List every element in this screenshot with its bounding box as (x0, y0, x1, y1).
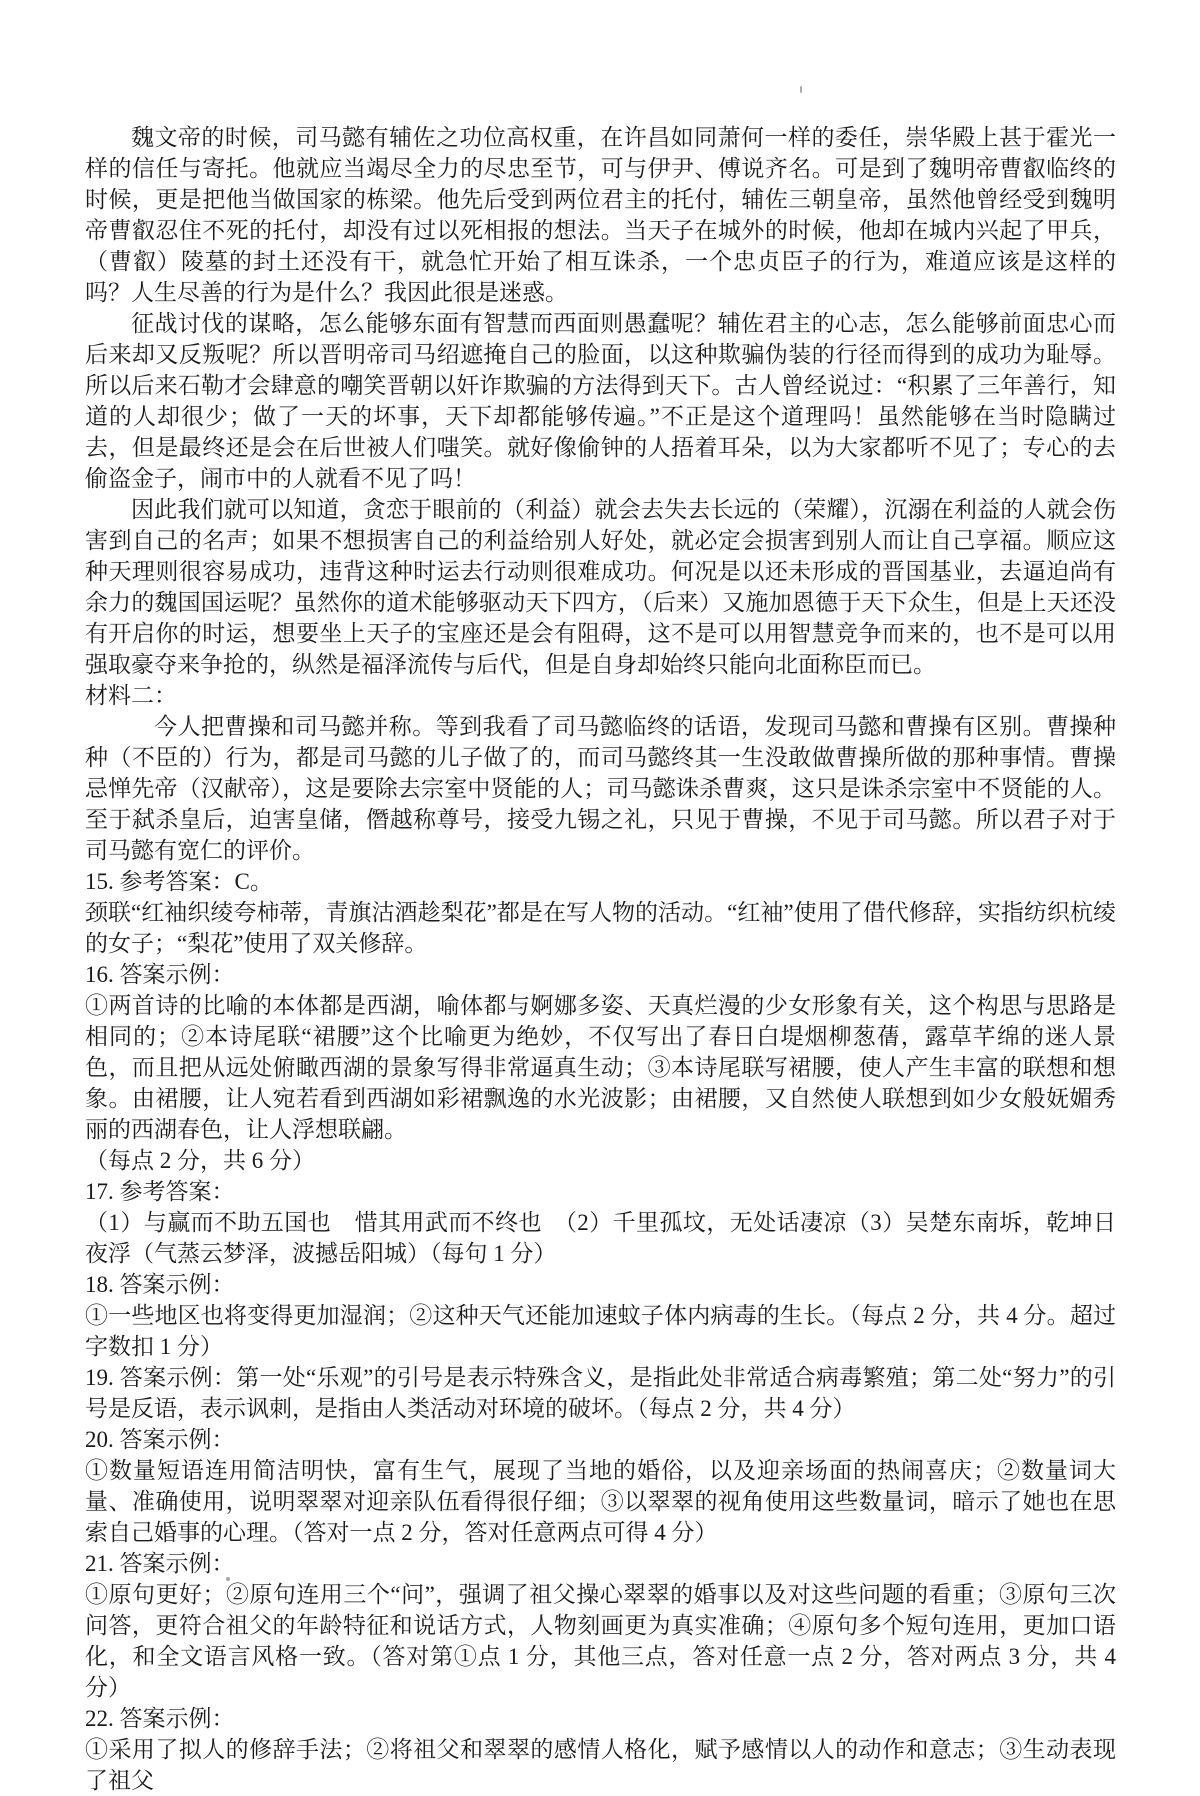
answer-sheet-text (85, 122, 1116, 1796)
answer-16-scoring: （每点 2 分，共 6 分） (85, 1148, 315, 1173)
answer-16-content: ①两首诗的比喻的本体都是西湖，喻体都与婀娜多姿、天真烂漫的少女形象有关，这个构思与思路是相同的；②本诗尾联“裙腰”这个比喻更为绝妙，不仅写出了春日白堤烟柳葱蒨，露草芊绵的迷人景色，而且把从远处俯瞰西湖的景象写得非常逼真生动；③本诗尾联写裙腰，使人产生丰富的联想和想象。由裙腰，让人宛若看到西湖如彩裙飘逸的水光波影；由裙腰，又自然使人联想到如少女般妩媚秀丽的西湖春色，让人浮想联翩。 (85, 993, 1116, 1142)
answer-16-label: 16. 答案示例： (85, 962, 235, 987)
answer-18-label: 18. 答案示例： (85, 1272, 235, 1297)
answer-18-content: ①一些地区也将变得更加湿润；②这种天气还能加速蚊子体内病毒的生长。（每点 2 分，共 4 分。超过字数扣 1 分） (85, 1303, 1116, 1359)
scan-speck-top (800, 86, 802, 93)
answer-21-label: 21. 答案示例： (85, 1551, 235, 1576)
material-one-paragraph-3: 因此我们就可以知道，贪恋于眼前的（利益）就会去失去长远的（荣耀），沉溺在利益的人就会伤害到自己的名声；如果不想损害自己的利益给别人好处，就必定会损害到别人而让自己享福。顺应这种天理则很容易成功，违背这种时运去行动则很难成功。何况是以还未形成的晋国基业，去逼迫尚有余力的魏国国运呢？虽然你的道术能够驱动天下四方，（后来）又施加恩德于天下众生，但是上天还没有开启你的时运，想要坐上天子的宝座还是会有阻碍，这不是可以用智慧竞争而来的，也不是可以用强取豪夺来争抢的，纵然是福泽流传与后代，但是自身却始终只能向北面称臣而已。 (85, 497, 1116, 677)
answer-22-label: 22. 答案示例： (85, 1706, 235, 1731)
answer-21-content: ①原句更好；②原句连用三个“问”，强调了祖父操心翠翠的婚事以及对这些问题的看重；③原句三次问答，更符合祖父的年龄特征和说话方式，人物刻画更为真实准确；④原句多个短句连用，更加口语化，和全文语言风格一致。（答对第①点 1 分，其他三点，答对任意一点 2 分，答对两点 3 分，共 4 分） (85, 1582, 1116, 1700)
answer-17-label: 17. 参考答案： (85, 1179, 235, 1204)
answer-19-content: 19. 答案示例：第一处“乐观”的引号是表示特殊含义，是指此处非常适合病毒繁殖；第二处“努力”的引号是反语，表示讽刺，是指由人类活动对环境的破坏。（每点 2 分，共 4 分） (85, 1365, 1116, 1421)
answer-15-explanation: 颈联“红袖织绫夸柿蒂，青旗沽酒趁梨花”都是在写人物的活动。“红袖”使用了借代修辞，实指纺织杭绫的女子；“梨花”使用了双关修辞。 (85, 900, 1116, 956)
answer-20-content: ①数量短语连用简洁明快，富有生气，展现了当地的婚俗，以及迎亲场面的热闹喜庆；②数量词大量、准确使用，说明翠翠对迎亲队伍看得很仔细；③以翠翠的视角使用这些数量词，暗示了她也在思索自己婚事的心理。（答对一点 2 分，答对任意两点可得 4 分） (85, 1458, 1116, 1545)
answer-22-content: ①采用了拟人的修辞手法；②将祖父和翠翠的感情人格化，赋予感情以人的动作和意志；③生动表现了祖父 (85, 1737, 1116, 1793)
material-two-paragraph: 今人把曹操和司马懿并称。等到我看了司马懿临终的话语，发现司马懿和曹操有区别。曹操种种（不臣的）行为，都是司马懿的儿子做了的，而司马懿终其一生没敢做曹操所做的那种事情。曹操忌惮先帝（汉献帝），这是要除去宗室中贤能的人；司马懿诛杀曹爽，这只是诛杀宗室中不贤能的人。至于弑杀皇后，迫害皇储，僭越称尊号，接受九锡之礼，只见于曹操，不见于司马懿。所以君子对于司马懿有宽仁的评价。 (85, 714, 1116, 863)
answer-20-label: 20. 答案示例： (85, 1427, 235, 1452)
material-one-paragraph-1: 魏文帝的时候，司马懿有辅佐之功位高权重，在许昌如同萧何一样的委任，崇华殿上甚于霍光一样的信任与寄托。他就应当竭尽全力的尽忠至节，可与伊尹、傅说齐名。可是到了魏明帝曹叡临终的时候，更是把他当做国家的栋梁。他先后受到两位君主的托付，辅佐三朝皇帝，虽然他曾经受到魏明帝曹叡忍住不死的托付，却没有过以死相报的想法。当天子在城外的时候，他却在城内兴起了甲兵，（曹叡）陵墓的封土还没有干，就急忙开始了相互诛杀，一个忠贞臣子的行为，难道应该是这样的吗？人生尽善的行为是什么？我因此很是迷惑。 (85, 125, 1116, 305)
material-two-heading: 材料二： (85, 683, 177, 708)
material-one-paragraph-2: 征战讨伐的谋略，怎么能够东面有智慧而西面则愚蠢呢？辅佐君主的心志，怎么能够前面忠心而后来却又反叛呢？所以晋明帝司马绍遮掩自己的脸面，以这种欺骗伪装的行径而得到的成功为耻辱。所以后来石勒才会肆意的嘲笑晋朝以奸诈欺骗的方法得到天下。古人曾经说过：“积累了三年善行，知道的人却很少；做了一天的坏事，天下却都能够传遍。”不正是这个道理吗！虽然能够在当时隐瞒过去，但是最终还是会在后世被人们嗤笑。就好像偷钟的人捂着耳朵，以为大家都听不见了；专心的去偷盗金子，闹市中的人就看不见了吗！ (85, 311, 1116, 491)
answer-15-label: 15. 参考答案：C。 (85, 869, 273, 894)
answer-17-content: （1）与赢而不助五国也 惜其用武而不终也 （2）千里孤坟，无处话凄凉（3）吴楚东南坼，乾坤日夜浮（气蒸云梦泽，波撼岳阳城）（每句 1 分） (85, 1210, 1116, 1266)
